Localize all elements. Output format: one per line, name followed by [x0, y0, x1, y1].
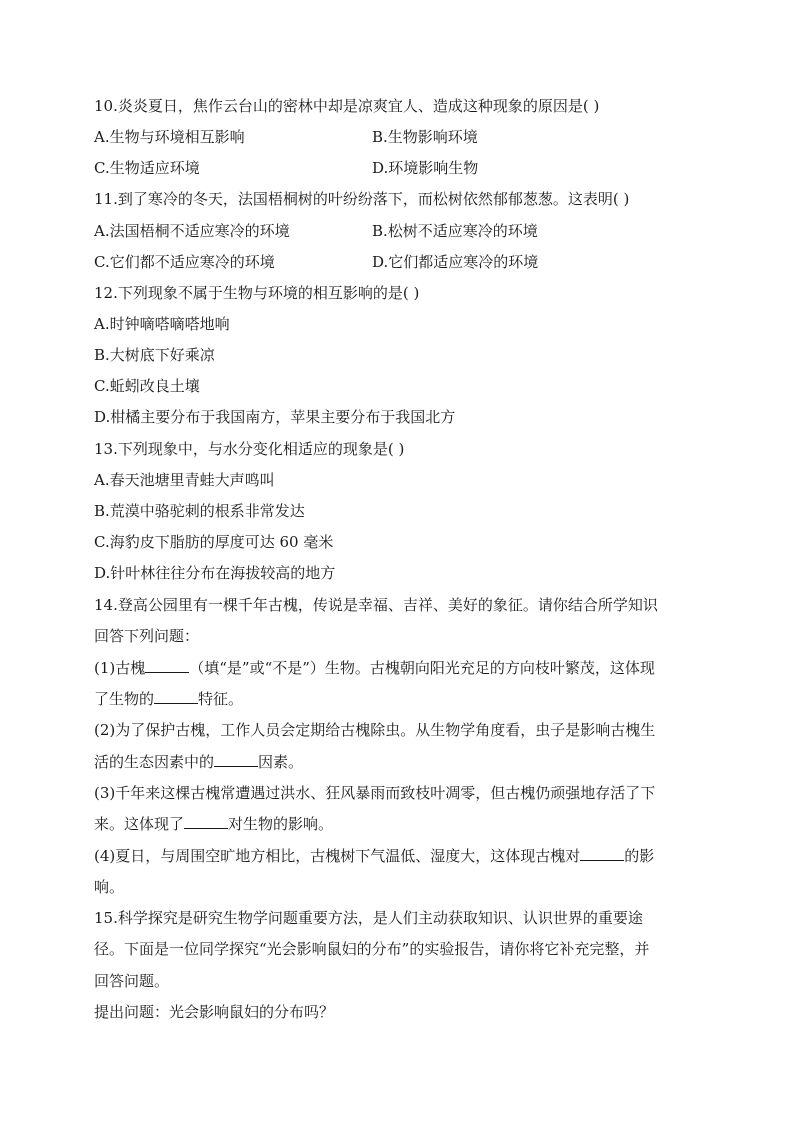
q13-option-a: A.春天池塘里青蛙大声鸣叫 [94, 471, 275, 489]
q14-part-2-text: 活的生态因素中的 [94, 753, 215, 771]
q11-option-b: B.松树不适应寒冷的环境 [372, 222, 538, 240]
q10-option-c: C.生物适应环境 [94, 159, 200, 177]
q14-part-2-line-1: (2)为了保护古槐，工作人员会定期给古槐除虫。从生物学角度看，虫子是影响古槐生 [94, 721, 656, 739]
q14-part-1-line-1 [94, 658, 714, 678]
q14-part-1-line-2 [94, 689, 714, 709]
q14-part-3-line-2 [94, 814, 714, 834]
q12-option-d: D.柑橘主要分布于我国南方，苹果主要分布于我国北方 [94, 408, 456, 426]
q13-stem: 13.下列现象中，与水分变化相适应的现象是( ) [94, 440, 405, 458]
answer-blank[interactable] [145, 658, 189, 673]
q11-option-a: A.法国梧桐不适应寒冷的环境 [94, 222, 290, 240]
q15-line-2: 径。下面是一位同学探究“光会影响鼠妇的分布”的实验报告，请你将它补充完整，并 [94, 940, 650, 958]
q14-part-1-text: （填“是”或“不是”）生物。古槐朝向阳光充足的方向枝叶繁茂，这体现 [189, 659, 655, 677]
q12-stem: 12.下列现象不属于生物与环境的相互影响的是( ) [94, 284, 420, 302]
answer-blank[interactable] [154, 689, 198, 704]
q12-option-c: C.蚯蚓改良土壤 [94, 377, 200, 395]
answer-blank[interactable] [214, 752, 258, 767]
q14-part-2-text: 因素。 [258, 753, 304, 771]
q14-part-3-line-1: (3)千年来这棵古槐常遭遇过洪水、狂风暴雨而致枝叶凋零，但古槐仍顽强地存活了下 [94, 784, 656, 802]
q12-option-a: A.时钟嘀嗒嘀嗒地响 [94, 315, 230, 333]
q14-part-2-line-2 [94, 752, 714, 772]
q14-part-1-text: (1)古槐 [94, 659, 146, 677]
q14-stem-line-2: 回答下列问题： [94, 627, 200, 645]
q10-stem: 10.炎炎夏日，焦作云台山的密林中却是凉爽宜人、造成这种现象的原因是( ) [94, 97, 600, 115]
q14-stem-line-1: 14.登高公园里有一棵千年古槐，传说是幸福、吉祥、美好的象征。请你结合所学知识 [94, 596, 658, 614]
q11-option-c: C.它们都不适应寒冷的环境 [94, 253, 275, 271]
q10-options-row-2 [94, 158, 714, 178]
q10-option-a: A.生物与环境相互影响 [94, 128, 245, 146]
q12-option-b: B.大树底下好乘凉 [94, 346, 215, 364]
answer-blank[interactable] [580, 846, 624, 861]
q14-part-1-text: 特征。 [198, 690, 244, 708]
q13-option-c: C.海豹皮下脂肪的厚度可达 60 毫米 [94, 533, 334, 551]
q11-options-row-2 [94, 252, 714, 272]
q13-option-d: D.针叶林往往分布在海拔较高的地方 [94, 564, 336, 582]
q10-option-d: D.环境影响生物 [372, 159, 479, 177]
q15-line-4: 提出问题：光会影响鼠妇的分布吗？ [94, 1003, 335, 1021]
q11-options-row-1 [94, 221, 714, 241]
q15-line-3: 回答问题。 [94, 972, 170, 990]
q10-option-b: B.生物影响环境 [372, 128, 478, 146]
q14-part-3-text: 对生物的影响。 [228, 815, 334, 833]
q14-part-1-text: 了生物的 [94, 690, 155, 708]
answer-blank[interactable] [184, 814, 228, 829]
q14-part-4-text: 的影 [624, 847, 655, 865]
q10-options-row-1 [94, 127, 714, 147]
q14-part-4-line-2: 响。 [94, 878, 125, 896]
q14-part-4-line-1 [94, 846, 714, 866]
q11-stem: 11.到了寒冷的冬天，法国梧桐树的叶纷纷落下，而松树依然郁郁葱葱。这表明( ) [94, 190, 630, 208]
q14-part-4-text: (4)夏日，与周围空旷地方相比，古槐树下气温低、湿度大，这体现古槐对 [94, 847, 581, 865]
q15-line-1: 15.科学探究是研究生物学问题重要方法，是人们主动获取知识、认识世界的重要途 [94, 909, 643, 927]
q11-option-d: D.它们都适应寒冷的环境 [372, 253, 539, 271]
q14-part-3-text: 来。这体现了 [94, 815, 185, 833]
q13-option-b: B.荒漠中骆驼刺的根系非常发达 [94, 502, 305, 520]
